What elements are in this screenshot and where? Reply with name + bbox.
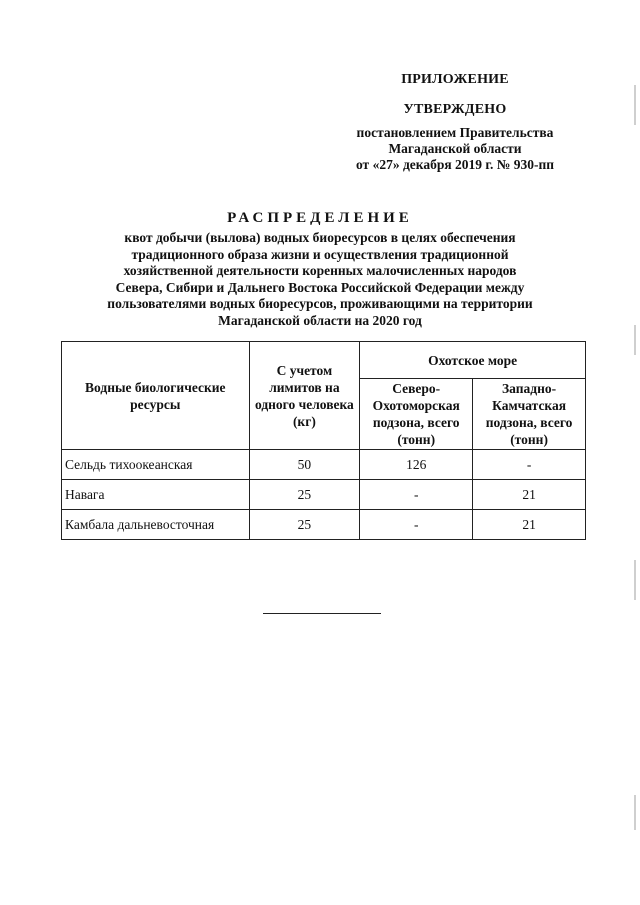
subtitle-line: Севера, Сибири и Дальнего Востока Российской Федерации между [115,279,525,295]
document-title: РАСПРЕДЕЛЕНИЕ [227,210,413,226]
scan-edge-mark [634,85,636,125]
cell-limit: 25 [249,480,360,510]
cell-north: - [360,510,473,540]
cell-west: 21 [473,480,586,510]
header-limit: С учетом лимитов на одного человека (кг) [249,342,360,450]
header-okhotsk-sea: Охотское море [360,342,586,379]
cell-west: - [473,450,586,480]
header-resource: Водные биологические ресурсы [62,342,250,450]
table-row [62,480,586,510]
subtitle-line: пользователями водных биоресурсов, проживающими на территории [107,296,533,311]
scan-edge-mark [634,325,636,355]
subtitle-line: Магаданской области на 2020 год [218,312,422,328]
decree-text [330,125,580,157]
scan-edge-mark [634,560,636,600]
cell-resource-name: Навага [62,480,250,510]
subtitle-line: квот добычи (вылова) водных биоресурсов в целях обеспечения [124,230,516,245]
cell-north: 126 [360,450,473,480]
table-row [62,450,586,480]
cell-resource-name: Сельдь тихоокеанская [62,450,250,480]
cell-resource-name: Камбала дальневосточная [62,510,250,540]
cell-north: - [360,480,473,510]
scan-edge-mark [634,795,636,830]
cell-limit: 25 [249,510,360,540]
table-row [62,510,586,540]
subtitle-line: традиционного образа жизни и осуществления традиционной [131,246,509,262]
decree-line-2: Магаданской области [388,141,522,156]
cell-limit: 50 [249,450,360,480]
closing-separator-line [263,613,381,614]
header-north-okhotsk-subzone: Северо-Охотоморская подзона, всего (тонн) [360,379,473,450]
decree-line-1: постановлением Правительства [356,125,554,140]
appendix-label: ПРИЛОЖЕНИЕ [401,72,509,87]
header-west-kamchatka-subzone: Западно-Камчатская подзона, всего (тонн) [473,379,586,450]
subtitle-line: хозяйственной деятельности коренных малочисленных народов [123,263,517,278]
quota-table [61,341,586,540]
decree-date: от «27» декабря 2019 г. № 930-пп [355,157,554,172]
document-subtitle [70,230,570,329]
cell-west: 21 [473,510,586,540]
approved-label: УТВЕРЖДЕНО [403,102,507,117]
